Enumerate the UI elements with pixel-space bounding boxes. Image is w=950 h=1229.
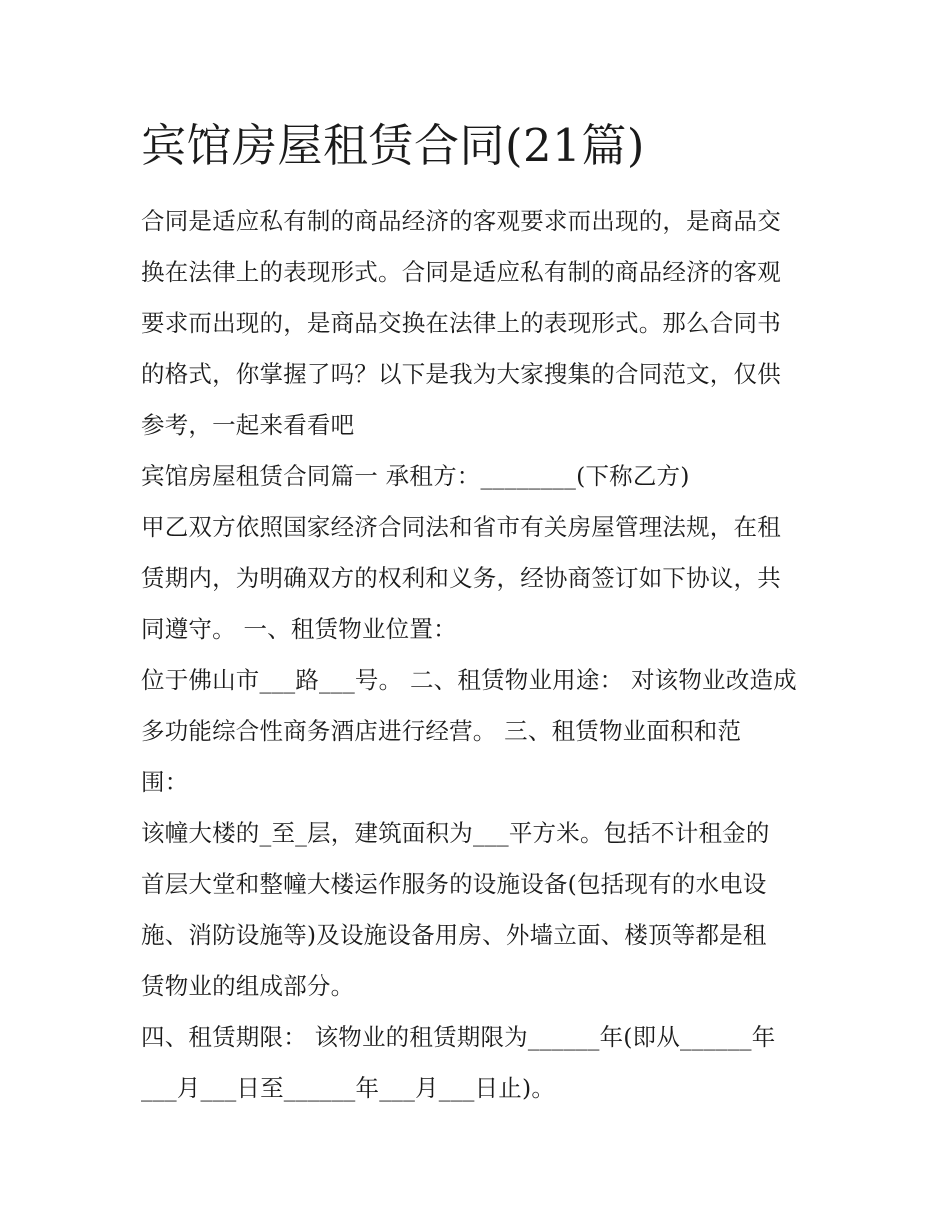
agreement-paragraph [141,502,813,655]
text-line: 四、租赁期限： 该物业的租赁期限为______年(即从______年 [141,1023,776,1051]
text-line: 同遵守。 一、租赁物业位置： [141,615,457,643]
text-line: 要求而出现的，是商品交换在法律上的表现形式。那么合同书 [141,309,781,337]
section-heading-paragraph [141,451,813,502]
document-title: 宾馆房屋租赁合同(21篇) [141,119,645,172]
text-line: 多功能综合性商务酒店进行经营。 三、租赁物业面积和范 [141,717,742,745]
intro-paragraph [141,196,813,451]
text-line: 该幢大楼的_至_层，建筑面积为___平方米。包括不计租金的 [141,819,770,847]
document-body [141,196,813,1114]
text-line: 甲乙双方依照国家经济合同法和省市有关房屋管理法规，在租 [141,513,781,541]
text-line: 合同是适应私有制的商品经济的客观要求而出现的，是商品交 [141,207,781,235]
text-line: 施、消防设施等)及设施设备用房、外墙立面、楼顶等都是租 [141,921,767,949]
text-line: ___月___日至______年___月___日止)。 [141,1074,556,1102]
term-paragraph [141,1012,813,1114]
location-usage-paragraph [141,655,813,808]
text-line: 首层大堂和整幢大楼运作服务的设施设备(包括现有的水电设 [141,870,767,898]
text-line: 赁期内，为明确双方的权利和义务，经协商签订如下协议，共 [141,564,781,592]
text-line: 参考，一起来看看吧 [141,411,355,439]
text-line: 的格式，你掌握了吗？以下是我为大家搜集的合同范文，仅供 [141,360,781,388]
text-line: 换在法律上的表现形式。合同是适应私有制的商品经济的客观 [141,258,781,286]
area-paragraph [141,808,813,1012]
text-line: 宾馆房屋租赁合同篇一 承租方：________(下称乙方) [141,462,690,490]
text-line: 围： [141,768,189,796]
text-line: 位于佛山市___路___号。 二、租赁物业用途： 对该物业改造成 [141,666,797,694]
text-line: 赁物业的组成部分。 [141,972,355,1000]
